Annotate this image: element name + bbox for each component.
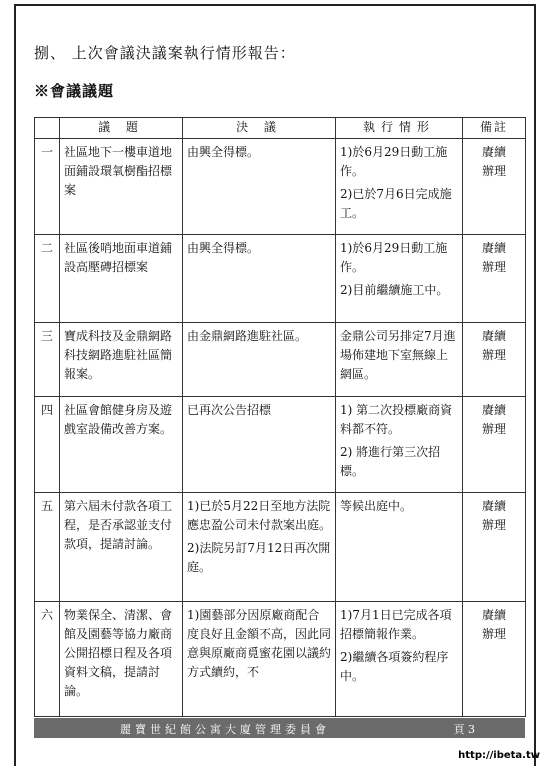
sub-heading: ※會議議題 [34,82,115,100]
row-progress-item: 1)於6月29日動工施作。 [340,145,448,178]
row-resolution-item: 2)法院另訂7月12日再次開庭。 [187,540,331,574]
footer-bar [34,718,525,738]
row-resolution-item: 1)已於5月22日至地方法院應忠盈公司未付款案出庭。 [187,498,332,532]
row-resolution [183,139,336,235]
row-resolution-text: 由興全得標。 [187,240,260,255]
remark-line: 賡續 [481,607,506,622]
row-remark [463,492,526,601]
table-row [35,323,526,397]
row-number: 六 [35,601,60,716]
table-row [35,234,526,322]
row-progress-item: 2)目前繼續施工中。 [340,282,449,297]
row-progress-item: 1)於6月29日動工施作。 [340,240,448,274]
row-progress [336,139,463,235]
row-resolution [183,397,336,493]
row-number: 二 [35,234,60,322]
row-resolution-text: 由金鼎網路進駐社區。 [187,329,308,344]
row-number: 五 [35,492,60,601]
table-row [35,601,526,716]
row-remark [463,139,526,235]
watermark: http://ibeta.tw [458,750,540,761]
header-topic: 議 題 [60,118,183,139]
row-resolution-text: 已再次公告招標 [187,403,272,418]
row-progress-text: 金鼎公司另排定7月進場佈建地下室無線上網區。 [340,329,456,382]
row-remark [463,397,526,493]
row-resolution [183,492,336,601]
row-progress [336,397,463,493]
remark-line: 辦理 [481,164,506,178]
remark-line: 辦理 [481,517,506,532]
table-header-row [35,118,526,139]
remark-line: 賡續 [481,498,506,513]
row-remark [463,323,526,397]
table-row [35,492,526,601]
row-progress-item: 2)已於7月6日完成施工。 [340,187,452,220]
row-remark [463,601,526,716]
row-resolution [183,323,336,397]
row-resolution-text: 1)園藝部分因原廠商配合度良好且金額不高，因此同意與原廠商覓蜜花園以議約方式續約，不 [187,607,332,679]
remark-line: 辦理 [481,348,506,363]
remark-line: 辦理 [481,259,506,274]
header-remark: 備註 [463,118,526,139]
row-progress-item: 2)繼續各項簽約程序中。 [340,649,449,683]
row-number: 一 [35,139,60,235]
row-number: 三 [35,323,60,397]
row-topic: 第六屆未付款各項工程，是否承認並支付款項，提請討論。 [60,492,183,601]
header-resolution: 決 議 [183,118,336,139]
remark-line: 辦理 [481,626,506,641]
row-number: 四 [35,397,60,493]
row-resolution [183,601,336,716]
table-row [35,139,526,235]
row-progress-item: 1)7月1日已完成各項招標簡報作業。 [340,607,452,641]
row-progress [336,492,463,601]
remark-line: 賡續 [481,403,506,418]
row-remark [463,234,526,322]
remark-line: 賡續 [481,329,506,344]
row-topic: 社區地下一樓車道地面鋪設環氧樹酯招標案 [60,139,183,235]
remark-line: 賡續 [481,145,506,159]
table-body [35,139,526,717]
section-heading: 捌、 上次會議決議案執行情形報告： [34,44,296,62]
row-progress-text: 等候出庭中。 [340,498,413,513]
header-progress: 執行情形 [336,118,463,139]
row-topic: 社區會館健身房及遊戲室設備改善方案。 [60,397,183,493]
footer-title: 麗寶世紀館公寓大廈管理委員會 [120,723,330,736]
row-resolution [183,234,336,322]
remark-line: 辦理 [481,422,506,437]
row-progress-item: 1) 第二次投標廠商資料都不符。 [340,403,453,437]
remark-line: 賡續 [481,240,506,255]
row-progress [336,234,463,322]
row-topic: 寶成科技及金鼎網路科技網路進駐社區簡報案。 [60,323,183,397]
footer-page-number: 頁 3 [453,723,475,736]
row-topic: 物業保全、清潔、會館及園藝等協力廠商公開招標日程及各項資料文稿，提請討論。 [60,601,183,716]
row-progress [336,601,463,716]
header-number [35,118,60,139]
row-progress [336,323,463,397]
table-row [35,397,526,493]
row-progress-item: 2) 將進行第三次招標。 [340,445,441,479]
resolutions-table [34,117,526,717]
row-topic: 社區後哨地面車道鋪設高壓磚招標案 [60,234,183,322]
row-resolution-text: 由興全得標。 [187,145,260,159]
